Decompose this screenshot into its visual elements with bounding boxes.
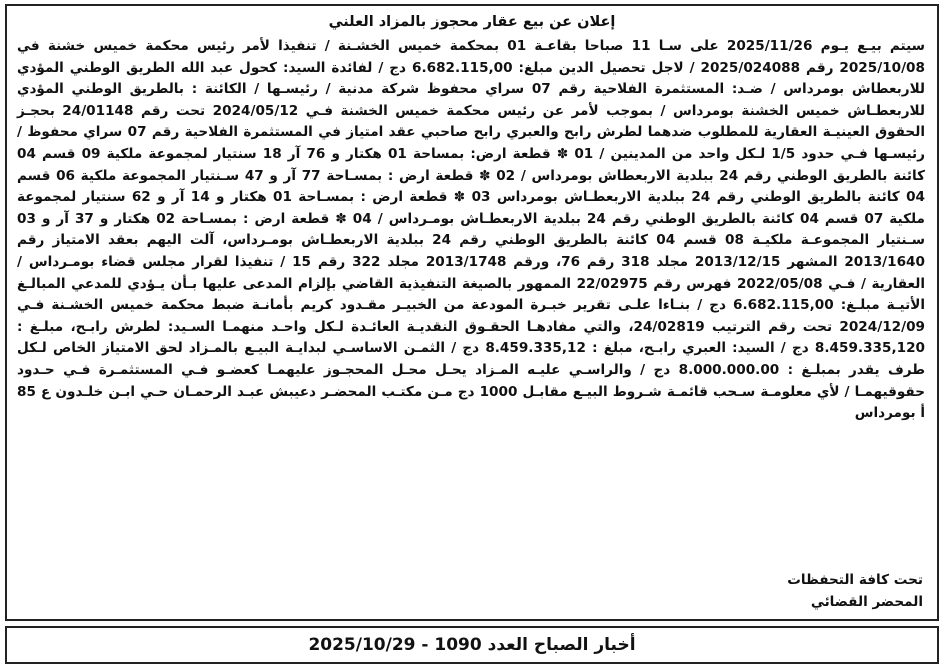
- bailiff-signature: المحضر القضائي: [810, 594, 923, 610]
- footer-text: أخبار الصباح العدد 1090 - 2025/10/29: [308, 635, 636, 655]
- auction-notice-box: [5, 4, 939, 621]
- notice-body: سيتم بيـع يـوم 2025/11/26 على سـا 11 صباحا بقاعـة 01 بمحكمة خميس الخشـنة / تنفيذا لأمر رئيس محكمة خميس خشنة في 2025/10/08 رقم 2025/024088 / لاجل تحصيل الدين مبلغ: 6.682.115,00 دج / لفائدة السيد: كحول عبد الله الطريق الوطني المؤدي للاربعطاش بومرداس / ضـد: المستثمرة الفلاحية رقم 07 سراي محفوظ شركة مدنية / رئيسـها / الكائنة : بالطريق الوطني المؤدي للاربعطـاش خميس الخشنة بومرداس / بموجب لأمر عن رئيس محكمة خميس الخشنة فـي 2024/05/12 تحت رقم 24/01148 بحجـز الحقوق العينيـة العقارية للمطلوب ضدهما لطرش رابح والعبري رابح صاحبي عقد امتياز في المستثمرة الفلاحية رقم 07 سراي محفوظ / رئيسـها فـي حدود 1/5 لـكل واحد من المدينين / 01 ✽ قطعة ارض: بمساحة 01 هكتار و 76 آر 18 سنتيار لمجموعة ملكية 09 قسم 04 كائنة بالطريق الوطني رقم 24 ببلدية الاربعطاش بومرداس / 02 ✽ قطعة ارض : بمسـاحة 77 آر و 47 سـنتيار المجموعة ملكية 06 قسم 04 كائنة بالطريق الوطني رقم 24 ببلدية الاربعطـاش بومرداس 03 ✽ قطعة ارض : بمسـاحة 01 هكتار و 14 آر و 62 سنتيار لمجموعة ملكية 07 قسم 04 كائنة بالطريق الوطني رقم 24 ببلدية الاربعطـاش بومـرداس / 04 ✽ قطعة ارض : بمسـاحة 02 هكتار و 37 آر و 03 سـنتيار المجموعـة ملكيـة 08 قسم 04 كائنة بالطريق الوطني رقم 24 ببلدية الاربعطـاش بومـرداس، آلت اليهم بعقد الامتياز رقم 2013/1640 المشهر 2013/12/15 مجلد 318 رقم 76، ورقم 2013/1748 مجلد 322 رقم 15 / تنفيذا لقرار مجلس قضاء بومـرداس / العقارية / فـي 2022/05/08 فهرس رقم 22/02975 الممهور بالصيغة التنفيذية القاضي بإلزام المدعى عليها بـأن يـؤدي للمدعي المبالـغ الأتيـة مبلـغ: 6.682.115,00 دج / بنـاءا علـى تقرير خبـرة المودعة من الخبيـر مقـدود كريم بأمانـة ضبط محكمة خميس الخشـنة فـي 2024/12/09 تحت رقم الترتيب 24/02819، والتي مفادهـا الحقـوق النقديـة العائـدة لـكل واحـد منهمـا السـيد: لطرش رابـح، مبلـغ : 8.459.335,120 دج / السيد: العبري رابـح، مبلغ : 8.459.335,12 دج / الثمـن الاساسـي لبدايـة البيـع بالمـزاد لحق الامتياز الخاص لـكل طرف يقدر بمبلـغ : 8.000.000.00 دج / والراسـي عليـه المـزاد يحـل محـل المحجـوز عليهمـا كعضـو فـي المستثمـرة فـي حـدود حقوقيهمـا / لأي معلومـة سـحب قائمـة شـروط البيـع مقابـل 1000 دج مـن مكتـب المحضـر دعيبش عبـد الرحمـان حـي ابـن خلـدون ع 85 أ بومرداس: [17, 38, 926, 422]
- notice-title: إعلان عن بيع عقار محجوز بالمزاد العلني: [328, 14, 616, 30]
- reservation-line: تحت كافة التحفظات: [787, 572, 923, 588]
- publication-footer: [5, 626, 939, 664]
